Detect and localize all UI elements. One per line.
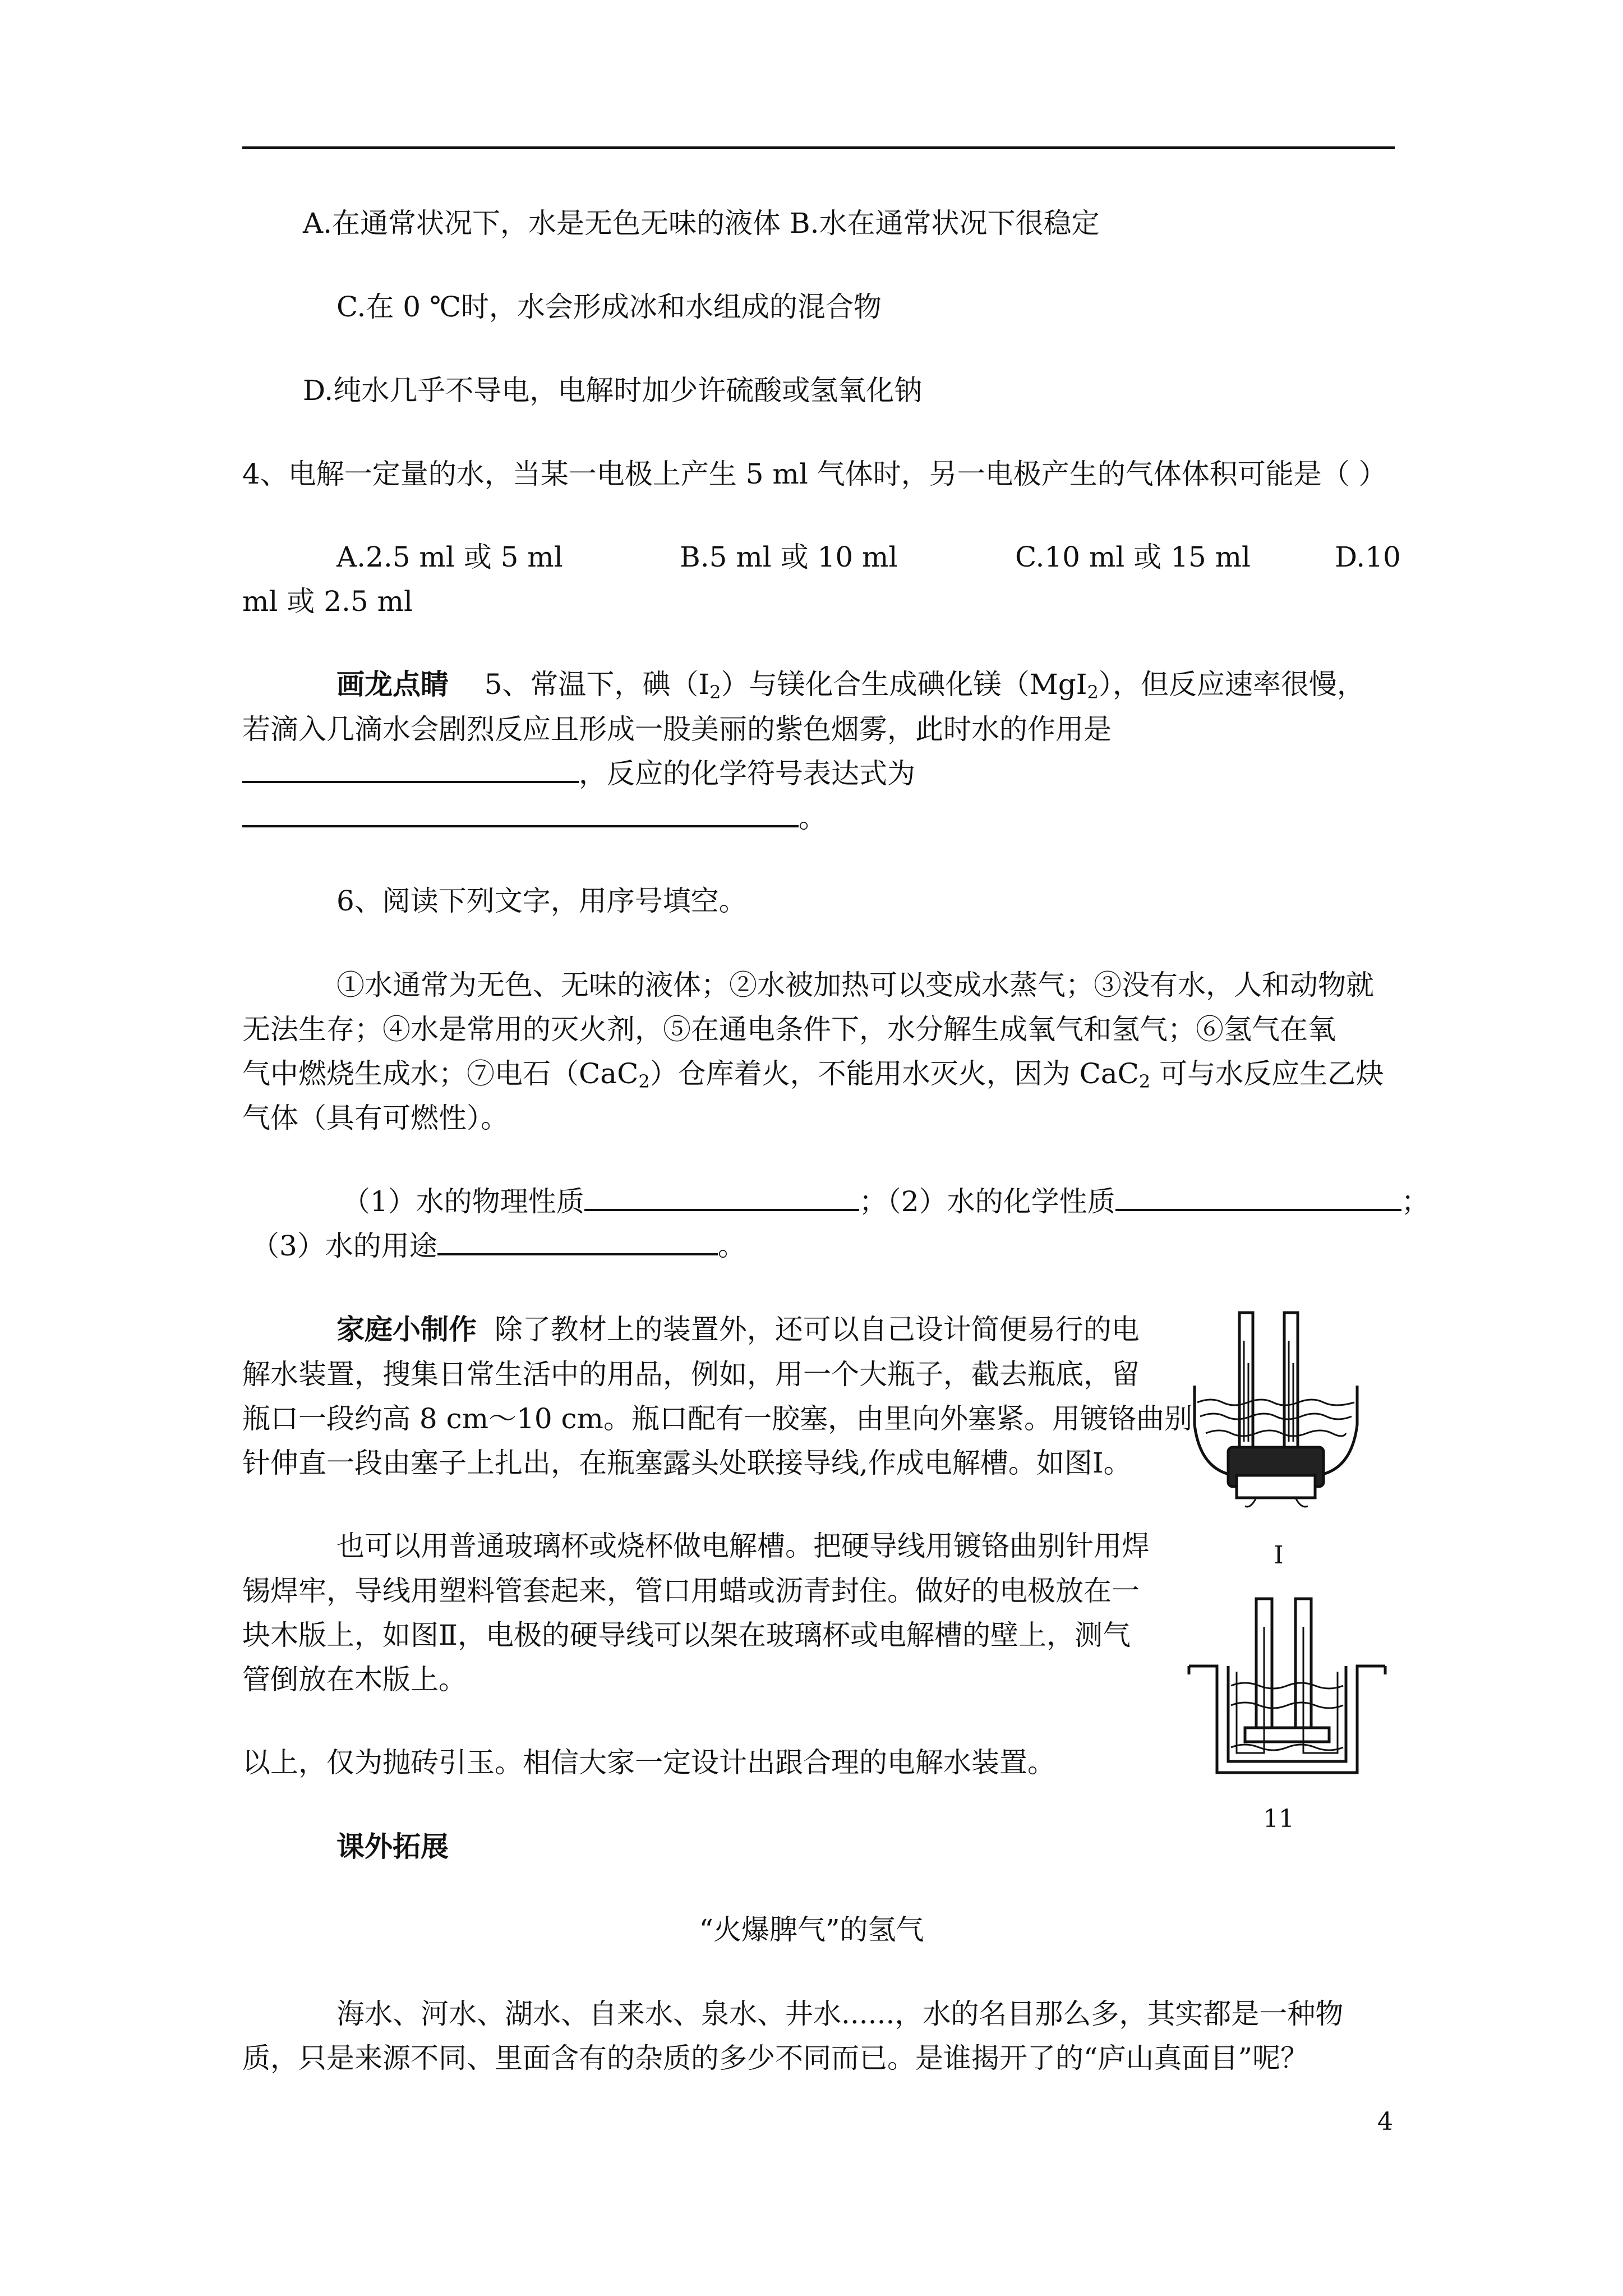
figure-2-label: 11 — [1263, 1805, 1294, 1833]
q6-fill-line1: （1）水的物理性质 ；（2）水的化学性质 ； — [342, 1185, 1430, 1218]
figure-2-beaker-electrolyzer — [1183, 1593, 1391, 1795]
q5-line4: 。 — [242, 801, 827, 835]
q5-line2: 若滴入几滴水会剧烈反应且形成一股美丽的紫色烟雾，此时水的作用是 — [242, 713, 1112, 746]
extension-heading: 课外拓展 — [336, 1830, 449, 1863]
q6-use-blank[interactable] — [437, 1231, 718, 1255]
page-number: 4 — [1377, 2108, 1393, 2136]
q4-option-c: C.10 ml 或 15 ml — [1015, 541, 1251, 573]
home-line1: 家庭小制作 除了教材上的装置外，还可以自己设计简便易行的电 — [336, 1313, 1140, 1346]
q4-option-b: B.5 ml 或 10 ml — [680, 541, 898, 573]
q6-fill-line2: （3）水的用途 。 — [251, 1230, 746, 1262]
q5-answer-blank-2[interactable] — [242, 803, 799, 827]
q3-option-ab: A.在通常状况下，水是无色无味的液体 B.水在通常状况下很稳定 — [303, 207, 1100, 240]
q5-heading: 画龙点睛 — [336, 668, 449, 701]
q6-physical-blank[interactable] — [584, 1186, 859, 1211]
extension-para-line1: 海水、河水、湖水、自来水、泉水、井水......，水的名目那么多，其实都是一种物 — [336, 1998, 1344, 2030]
q4-option-d-cont: ml 或 2.5 ml — [242, 585, 413, 618]
q5-answer-blank-1[interactable] — [242, 758, 579, 783]
figure-1-bottle-electrolyzer — [1189, 1307, 1363, 1537]
home-line6: 锡焊牢，导线用塑料管套起来，管口用蜡或沥青封住。做好的电极放在一 — [242, 1575, 1140, 1607]
q6-para-line1: ①水通常为无色、无味的液体；②水被加热可以变成水蒸气；③没有水，人和动物就 — [336, 969, 1374, 1001]
home-line5: 也可以用普通玻璃杯或烧杯做电解槽。把硬导线用镀铬曲别针用焊 — [336, 1530, 1150, 1562]
extension-title: “火爆脾气”的氢气 — [699, 1913, 924, 1946]
q6-stem: 6、阅读下列文字，用序号填空。 — [336, 885, 747, 917]
q3-option-c: C.在 0 ℃时，水会形成冰和水组成的混合物 — [336, 291, 882, 323]
home-heading: 家庭小制作 — [336, 1313, 477, 1346]
q4-stem: 4、电解一定量的水，当某一电极上产生 5 ml 气体时，另一电极产生的气体体积可能是（ ） — [242, 458, 1387, 490]
q6-para-line2: 无法生存；④水是常用的灭火剂，⑤在通电条件下，水分解生成氧气和氢气；⑥氢气在氧 — [242, 1013, 1336, 1046]
home-line3: 瓶口一段约高 8 cm～10 cm。瓶口配有一胶塞，由里向外塞紧。用镀铬曲别 — [242, 1402, 1192, 1435]
q4-option-d: D.10 — [1335, 541, 1401, 573]
q6-para-line3: 气中燃烧生成水；⑦电石（CaC$_2$）仓库着火，不能用水灭火，因为 CaC$_2$ 可与水反应生乙炔 — [242, 1057, 1384, 1092]
q5-line1: 画龙点睛 5、常温下，碘$(I_2)$与镁化合生成碘化镁（MgI$_2$），但反应速率很慢， — [336, 668, 1365, 703]
home-line7: 块木版上，如图Ⅱ，电极的硬导线可以架在玻璃杯或电解槽的壁上，测气 — [242, 1619, 1131, 1651]
home-line8: 管倒放在木版上。 — [242, 1663, 467, 1696]
q4-option-a: A.2.5 ml 或 5 ml — [336, 541, 563, 573]
home-line9: 以上，仅为抛砖引玉。相信大家一定设计出跟合理的电解水装置。 — [242, 1746, 1055, 1779]
extension-para-line2: 质，只是来源不同、里面含有的杂质的多少不同而已。是谁揭开了的“庐山真面目”呢？ — [242, 2042, 1309, 2074]
q5-line3: ，反应的化学符号表达式为 — [242, 757, 915, 790]
q6-chemical-blank[interactable] — [1115, 1186, 1401, 1211]
q6-para-line4: 气体（具有可燃性）。 — [242, 1102, 509, 1134]
header-rule — [242, 146, 1395, 149]
home-line2: 解水装置，搜集日常生活中的用品，例如，用一个大瓶子，截去瓶底，留 — [242, 1358, 1140, 1391]
figure-1-label: I — [1274, 1541, 1284, 1570]
home-line4: 针伸直一段由塞子上扎出，在瓶塞露头处联接导线,作成电解槽。如图Ⅰ。 — [242, 1447, 1132, 1479]
q3-option-d: D.纯水几乎不导电，电解时加少许硫酸或氢氧化钠 — [303, 374, 923, 407]
